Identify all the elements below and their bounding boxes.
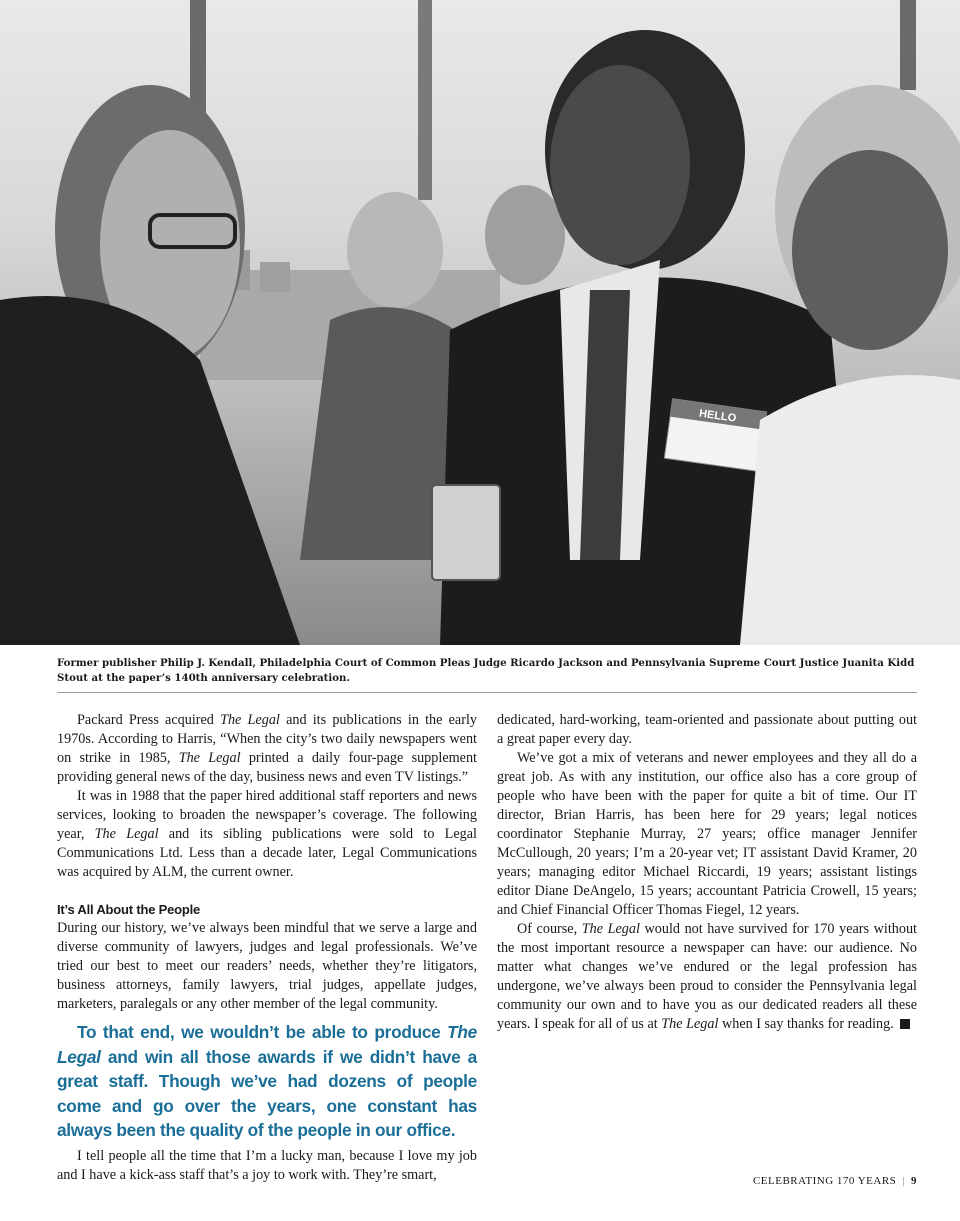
drinking-glass [432,485,500,580]
photo-caption: Former publisher Philip J. Kendall, Philadelphia Court of Common Pleas Judge Ricardo Jackson and Pennsylvania Supreme Court Justice Juanita Kidd Stout at the paper’s 140th anniversary celebration. [57,657,915,684]
paragraph: Packard Press acquired The Legal and its publications in the early 1970s. According to Harris, “When the city’s two daily newspapers went on strike in 1985, The Legal printed a daily four-page supplement providing general news of the day, business news and even TV listings.” [57,712,477,785]
name-tag-text: HELLO [698,407,737,425]
window-frame [900,0,916,90]
paragraph: Of course, The Legal would not have survived for 170 years without the most important resource a newspaper can have: our audience. No matter what changes we’ve endured or the legal profession has undergone, we’ve always been proud to consider the Pennsylvania legal community our own and to have you as our dedicated readers all these years. I speak for all of us at The Legal when I say thanks for reading. [497,921,917,1032]
paragraph: We’ve got a mix of veterans and newer employees and they all do a great job. As with any institution, our office also has a core group of people who have been with the paper for quite a bit of time. Our IT director, Brian Harris, has been here for 29 years; legal notices coordinator Stephanie Murray, 27 years; office manager Jennifer McCullough, 20 years; I’m a 20-year vet; IT assistant David Kramer, 20 years; managing editor Michael Riccardi, 19 years; assistant listings editor Diane DeAngelo, 15 years; accountant Patricia Crowell, 15 years; and Chief Financial Officer Thomas Fiegel, 12 years. [497,750,917,918]
footer-separator: | [902,1175,905,1187]
window-frame [418,0,432,200]
page-footer [753,1175,917,1187]
woman-right-jacket [740,375,960,645]
pull-quote: To that end, we wouldn’t be able to produce The Legal and win all those awards if we didn’t have a great staff. Though we’ve had dozens of people come and go over the years, one constant has always been the quality of the people in our office. [57,1022,477,1140]
caption-divider [57,692,917,693]
paragraph: dedicated, hard-working, team-oriented and passionate about putting out a great paper every day. [497,712,917,747]
footer-label: CELEBRATING 170 YEARS [752,1175,897,1187]
article-column-left [57,711,477,1185]
article-column-right [497,711,917,1034]
paragraph: It was in 1988 that the paper hired additional staff reporters and news services, looking to broaden the newspaper’s coverage. The following year, The Legal and its sibling publications were sold to Legal Communications Ltd. Less than a decade later, Legal Communications was acquired by ALM, the current owner. [57,788,477,880]
paragraph: During our history, we’ve always been mindful that we serve a large and diverse community of lawyers, judges and legal professionals. We’ve tried our best to meet our readers’ needs, whether they’re litigators, business attorneys, family lawyers, trial judges, appellate judges, marketers, paralegals or any other member of the legal community. [57,920,477,1012]
page-number: 9 [911,1175,917,1187]
end-of-article-mark [900,1019,910,1029]
background-guest-head [485,185,565,285]
name-tag [664,399,766,472]
background-guest-head [347,192,443,308]
paragraph: I tell people all the time that I’m a lucky man, because I love my job and I have a kick-ass staff that’s a joy to work with. They’re smart, [57,1147,477,1183]
section-subhead: It’s All About the People [57,902,201,917]
